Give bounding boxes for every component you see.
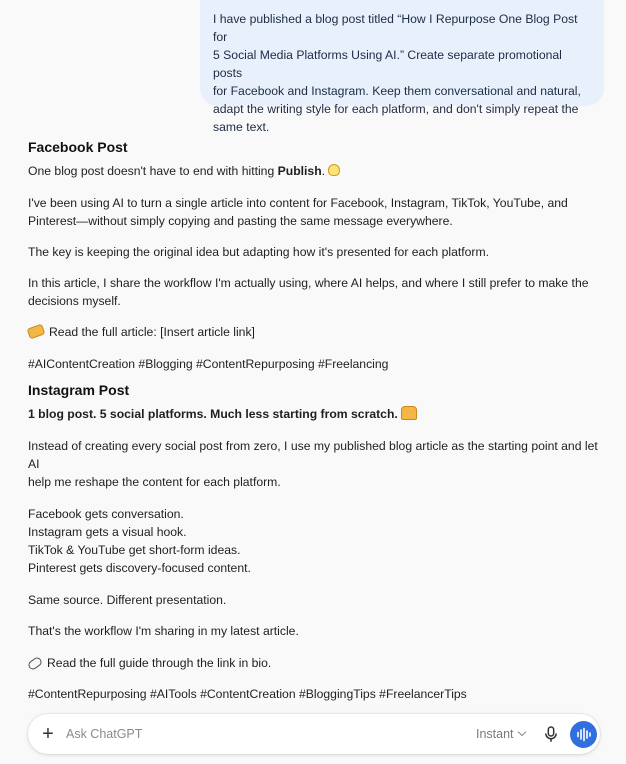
text: In this article, I share the workflow I'm actually using, where AI helps, and where I still prefer to make the [28,276,589,290]
cta-text: Read the full guide through the link in bio. [47,656,272,670]
pointing-hand-icon [27,324,46,340]
raised-hands-icon [401,406,417,420]
instagram-paragraph-4: That's the workflow I'm sharing in my latest article. [28,624,299,638]
model-label: Instant [476,727,514,741]
instagram-heading: Instagram Post [28,382,130,398]
user-message-line: I have published a blog post titled “How I Repurpose One Blog Post for [213,12,578,44]
hook-text: 1 blog post. 5 social platforms. Much less starting from scratch. [28,407,398,421]
text: One blog post doesn't have to end with hitting [28,164,278,178]
plus-icon[interactable]: + [42,723,54,745]
user-message-line: for Facebook and Instagram. Keep them conversational and natural, [213,84,581,98]
text: help me reshape the content for each platform. [28,475,281,489]
instagram-hook [28,405,608,423]
instagram-hashtags: #ContentRepurposing #AITools #ContentCreation #BloggingTips #FreelancerTips [28,687,467,701]
text: Pinterest—without simply copying and pasting the same message everywhere. [28,214,453,228]
text: Instead of creating every social post from zero, I use my published blog article as the starting point and let AI [28,439,598,471]
platform-line: Pinterest gets discovery-focused content. [28,561,251,575]
publish-bold: Publish [277,164,322,178]
platform-line: Instagram gets a visual hook. [28,525,187,539]
text: . [321,164,326,178]
facebook-paragraph-2 [28,194,608,230]
message-input[interactable]: Ask ChatGPT [66,727,143,741]
user-message-line: same text. [213,120,270,134]
user-message-line: 5 Social Media Platforms Using AI.” Create separate promotional posts [213,48,562,80]
paperclip-icon [27,656,44,671]
lightbulb-icon [328,164,340,176]
instagram-paragraph-3: Same source. Different presentation. [28,593,227,607]
cta-text: Read the full article: [Insert article link] [49,325,255,339]
model-selector[interactable] [476,714,525,754]
facebook-paragraph-3: The key is keeping the original idea but adapting how it's presented for each platform. [28,245,489,259]
voice-mode-icon [570,721,597,748]
voice-mode-button[interactable] [570,721,597,748]
instagram-paragraph-1 [28,437,608,491]
instagram-cta [28,654,608,672]
user-message-line: adapt the writing style for each platform, and don't simply repeat the [213,102,579,116]
facebook-heading: Facebook Post [28,139,128,155]
assistant-response [28,137,608,703]
instagram-platform-list [28,505,608,577]
platform-line: TikTok & YouTube get short-form ideas. [28,543,241,557]
text: decisions myself. [28,294,121,308]
text: I've been using AI to turn a single article into content for Facebook, Instagram, TikTok, YouTube, and [28,196,568,210]
chevron-down-icon [517,728,525,736]
facebook-paragraph-1 [28,162,608,180]
platform-line: Facebook gets conversation. [28,507,184,521]
facebook-hashtags: #AIContentCreation #Blogging #ContentRepurposing #Freelancing [28,357,389,371]
facebook-paragraph-4 [28,274,608,310]
user-message-bubble [200,0,604,134]
microphone-icon[interactable] [544,726,558,743]
chat-composer[interactable] [28,714,600,754]
facebook-cta [28,323,608,341]
